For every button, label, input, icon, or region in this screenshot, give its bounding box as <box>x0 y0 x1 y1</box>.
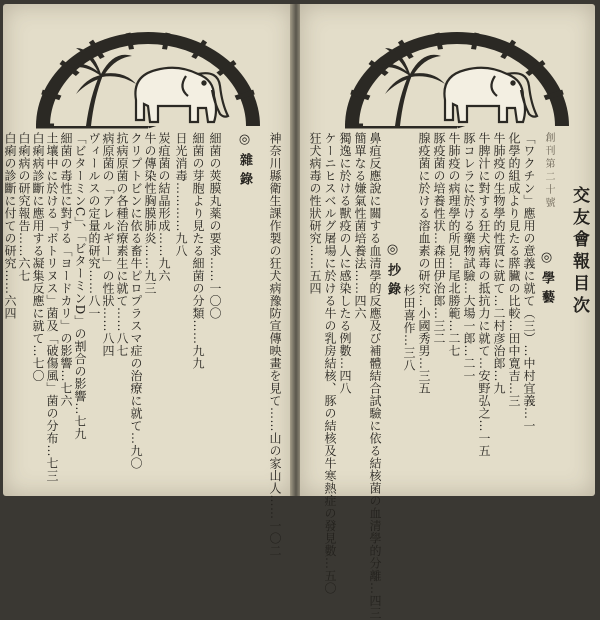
toc-gakugei-item: 「ワクチン」應用の意義に就て（三）…中村宜義…一 <box>522 132 536 432</box>
toc-gakugei-item: 腺疫菌に於ける溶血素の研究…小國秀男…三五 <box>417 132 431 395</box>
toc-shoroku-item: ケーニヒスベルグ屠場に於ける牛の乳房結核、豚の結核及牛寒熱症の發見數…五〇 <box>323 132 337 595</box>
toc-misc-item: 日光消毒…………九八 <box>174 132 188 257</box>
toc-item: クリプトビンに依る畜牛ピロプラスマ症の治療に就て…九〇 <box>129 132 143 470</box>
page-title: 交友會報目次 <box>569 186 589 318</box>
toc-item: ヴィールスの定量的研究……八一 <box>87 132 101 320</box>
toc-item: 白痢の診斷に付ての研究……六四 <box>3 132 17 320</box>
toc-item: 白痢病診斷に應用する凝集反應に就て…七〇 <box>31 132 45 382</box>
issue-meta: 創刊第二十號 <box>543 132 554 210</box>
section-shoroku: ◎抄錄 <box>385 242 400 301</box>
toc-item: 病原菌の「アレルギー」の性狀……八四 <box>101 132 115 357</box>
toc-item: 「ビターミンC」、「ビターミンD」の割合の影響…七九 <box>73 132 87 440</box>
toc-gakugei-item: 牛肺疫の生物學的性質に就て…二村彦治郎…九 <box>492 132 506 395</box>
left-page <box>3 4 293 557</box>
elephant-palm-vignette-right <box>337 26 577 138</box>
toc-item: 牛の傳染性胸膜肺炎……九三 <box>143 132 157 295</box>
toc-shoroku-item: 簡單なる嫌氣性菌培養法……四六 <box>353 132 367 320</box>
right-page <box>300 4 595 620</box>
toc-closing-item: 神奈川縣衛生課作製の狂犬病豫防宣傳映畫を見て……山の家山人……一〇二 <box>268 132 282 557</box>
toc-misc-item: 細菌の莢膜丸薬の要求……一〇〇 <box>208 132 222 320</box>
toc-gakugei-item: 化學的組成より見たる膵臟の比較…田中寛吉…三 <box>507 132 521 407</box>
section-zatsuroku: ◎雜錄 <box>237 132 252 191</box>
toc-misc-item: 細菌の芽胞より見たる細菌の分類……九九 <box>191 132 205 370</box>
toc-gakugei-item: 豚疫菌の培養性状…森田伊治郎…三二 <box>432 132 446 345</box>
toc-shoroku-item: 鼻疽反應說に關する血清學的反應及び補體結合試驗に依る結核菌の血清學的分離…四三 <box>368 132 382 620</box>
toc-item: 炭疽菌の結晶形成……九六 <box>157 132 171 282</box>
toc-gakugei-item: 杉田喜作…三八 <box>402 284 416 372</box>
toc-gakugei-item: 牛脾汁に對する狂犬病毒の抵抗力に就て…安野弘之…一五 <box>477 132 491 457</box>
toc-item: 白痢病の研究報告……六七 <box>17 132 31 282</box>
elephant-palm-vignette-left <box>28 26 268 138</box>
toc-shoroku-item: 狂犬病毒の性狀研究……五四 <box>308 132 322 295</box>
section-gakugei: ◎學藝 <box>539 250 554 309</box>
toc-gakugei-item: 豚コレラに於ける藥物試驗…大場一郎…二一 <box>462 132 476 382</box>
toc-item: 抗病原菌の各種治療素生に就て……八七 <box>115 132 129 357</box>
toc-gakugei-item: 牛肺疫の病理學的所見…尾北勝範…二七 <box>447 132 461 357</box>
toc-item: 土壤中に於ける「ボトリヌス」菌及「破傷風」菌の分布…七三 <box>45 132 59 482</box>
toc-item: 細菌の毒性に對する「ヨードカリ」の影響…七六 <box>59 132 73 407</box>
toc-shoroku-item: 獨逸に於ける獸疫の人に感染したる例數…四八 <box>338 132 352 395</box>
